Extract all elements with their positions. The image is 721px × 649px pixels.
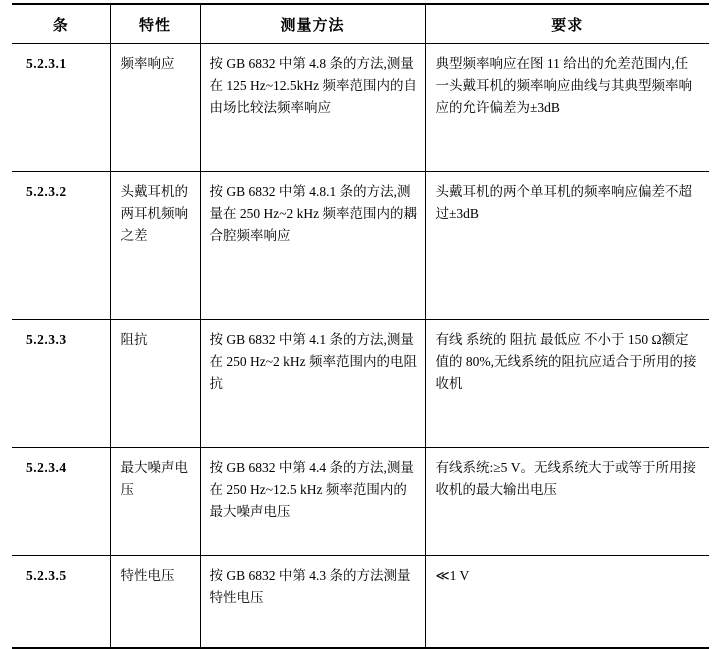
cell-property: 阻抗 [110,320,200,448]
cell-property: 频率响应 [110,44,200,172]
cell-property: 最大噪声电压 [110,448,200,556]
cell-requirement: ≪1 V [425,556,709,649]
column-header-method: 测量方法 [200,4,425,44]
table-row [12,172,709,320]
table-row [12,556,709,649]
cell-clause: 5.2.3.3 [12,320,110,448]
cell-method: 按 GB 6832 中第 4.1 条的方法,测量在 250 Hz~2 kHz 频率范围内的电阻抗 [200,320,425,448]
document-page [0,3,721,621]
cell-property: 特性电压 [110,556,200,649]
cell-method: 按 GB 6832 中第 4.8.1 条的方法,测量在 250 Hz~2 kHz 频率范围内的耦合腔频率响应 [200,172,425,320]
cell-requirement: 头戴耳机的两个单耳机的频率响应偏差不超过±3dB [425,172,709,320]
cell-requirement: 有线系统:≥5 V。无线系统大于或等于所用接收机的最大输出电压 [425,448,709,556]
cell-clause: 5.2.3.5 [12,556,110,649]
cell-method: 按 GB 6832 中第 4.3 条的方法测量特性电压 [200,556,425,649]
cell-clause: 5.2.3.1 [12,44,110,172]
table-row [12,448,709,556]
table-row [12,44,709,172]
cell-requirement: 有线 系统的 阻抗 最低应 不小于 150 Ω额定值的 80%,无线系统的阻抗应适合于所用的接收机 [425,320,709,448]
column-header-property: 特性 [110,4,200,44]
table-header-row [12,4,709,44]
table-header [12,4,709,44]
specification-table [12,3,709,649]
table-body [12,44,709,649]
cell-method: 按 GB 6832 中第 4.4 条的方法,测量在 250 Hz~12.5 kHz 频率范围内的最大噪声电压 [200,448,425,556]
column-header-requirement: 要求 [425,4,709,44]
cell-method: 按 GB 6832 中第 4.8 条的方法,测量在 125 Hz~12.5kHz 频率范围内的自由场比较法频率响应 [200,44,425,172]
cell-requirement: 典型频率响应在图 11 给出的允差范围内,任一头戴耳机的频率响应曲线与其典型频率响应的允许偏差为±3dB [425,44,709,172]
cell-clause: 5.2.3.4 [12,448,110,556]
cell-clause: 5.2.3.2 [12,172,110,320]
cell-property: 头戴耳机的两耳机频响之差 [110,172,200,320]
column-header-clause: 条 [12,4,110,44]
table-row [12,320,709,448]
